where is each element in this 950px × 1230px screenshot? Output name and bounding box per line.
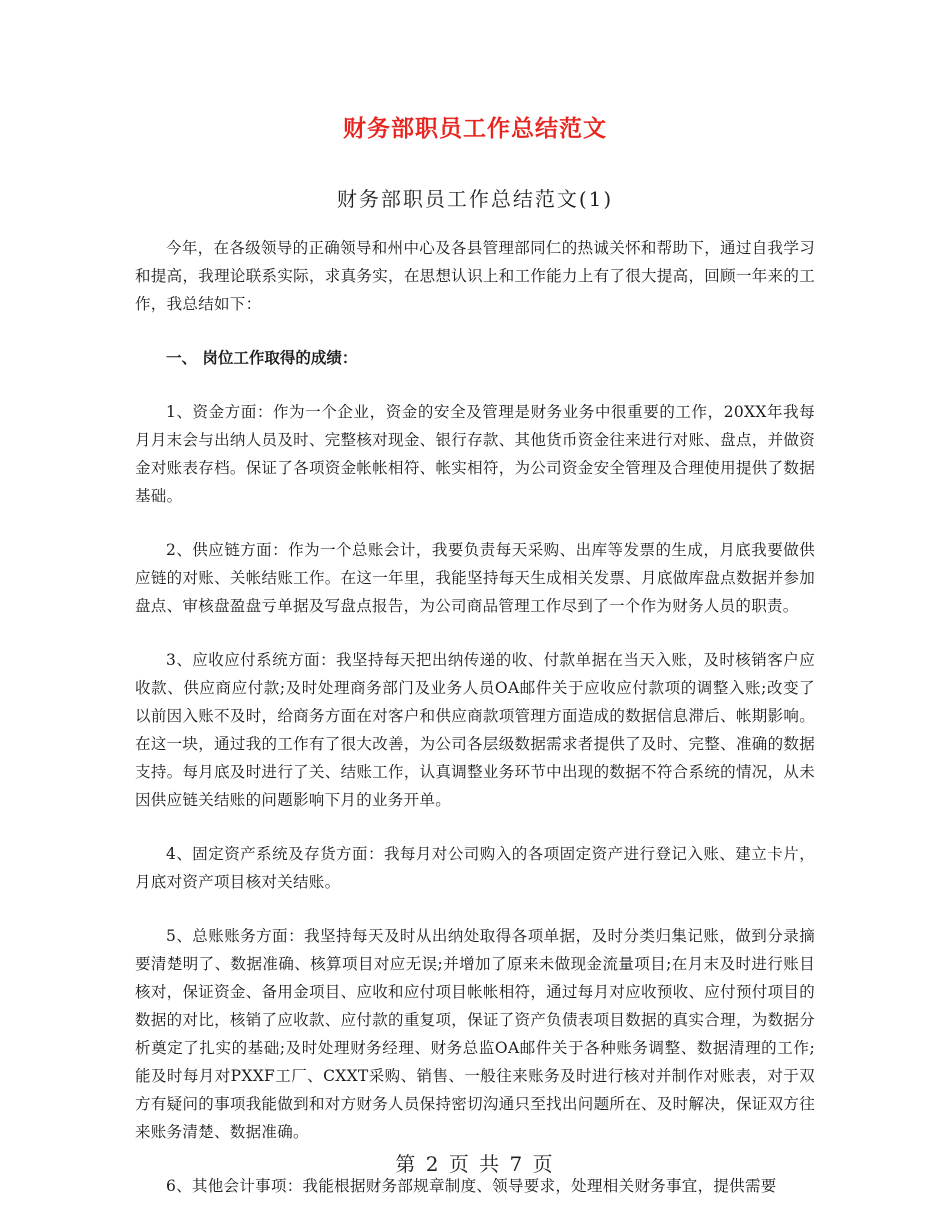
paragraph-item-2: 2、供应链方面：作为一个总账会计，我要负责每天采购、出库等发票的生成，月底我要做供应链的对账、关帐结账工作。在这一年里，我能坚持每天生成相关发票、月底做库盘点数据并参加盘点、审核盘盈盘亏单据及写盘点报告，为公司商品管理工作尽到了一个作为财务人员的职责。 — [135, 541, 815, 615]
section-heading: 一、 岗位工作取得的成绩： — [166, 349, 358, 367]
page-footer: 第 2 页 共 7 页 — [395, 1152, 555, 1176]
document-title: 财务部职员工作总结范文 — [343, 116, 607, 142]
paragraph-item-5: 5、总账账务方面：我坚持每天及时从出纳处取得各项单据，及时分类归集记账，做到分录摘要清楚明了、数据准确、核算项目对应无误;并增加了原来未做现金流量项目;在月末及时进行账目核对，保证资金、备用金项目、应收和应付项目帐帐相符，通过每月对应收预收、应付预付项目的数据的对比，核销了应收款、应付款的重复项，保证了资产负债表项目数据的真实合理，为数据分析奠定了扎实的基础;及时处理财务经理、财务总监OA邮件关于各种账务调整、数据清理的工作;能及时每月对PXXF工厂、CXXT采购、销售、一般往来账务及时进行核对并制作对账表，对于双方有疑问的事项我能做到和对方财务人员保持密切沟通只至找出问题所在、及时解决，保证双方往来账务清楚、数据准确。 — [135, 927, 815, 1141]
paragraph-item-3: 3、应收应付系统方面：我坚持每天把出纳传递的收、付款单据在当天入账，及时核销客户应收款、供应商应付款;及时处理商务部门及业务人员OA邮件关于应收应付款项的调整入账;改变了以前因入账不及时，给商务方面在对客户和供应商款项管理方面造成的数据信息滞后、帐期影响。在这一块，通过我的工作有了很大改善，为公司各层级数据需求者提供了及时、完整、准确的数据支持。每月底及时进行了关、结账工作，认真调整业务环节中出现的数据不符合系统的情况，从未因供应链关结账的问题影响下月的业务开单。 — [135, 651, 815, 809]
document-body — [135, 234, 815, 1226]
paragraph-item-4: 4、固定资产系统及存货方面：我每月对公司购入的各项固定资产进行登记入账、建立卡片，月底对资产项目核对关结账。 — [135, 845, 815, 891]
document-subtitle: 财务部职员工作总结范文(1) — [336, 187, 614, 211]
intro-paragraph: 今年，在各级领导的正确领导和州中心及各县管理部同仁的热诚关怀和帮助下，通过自我学习和提高，我理论联系实际，求真务实，在思想认识上和工作能力上有了很大提高，回顾一年来的工作，我总结如下： — [135, 239, 815, 313]
paragraph-item-1: 1、资金方面：作为一个企业，资金的安全及管理是财务业务中很重要的工作，20XX年我每月月末会与出纳人员及时、完整核对现金、银行存款、其他货币资金往来进行对账、盘点，并做资金对账表存档。保证了各项资金帐帐相符、帐实相符，为公司资金安全管理及合理使用提供了数据基础。 — [135, 403, 815, 505]
paragraph-item-6: 6、其他会计事项：我能根据财务部规章制度、领导要求，处理相关财务事宜，提供需要 — [166, 1177, 777, 1195]
